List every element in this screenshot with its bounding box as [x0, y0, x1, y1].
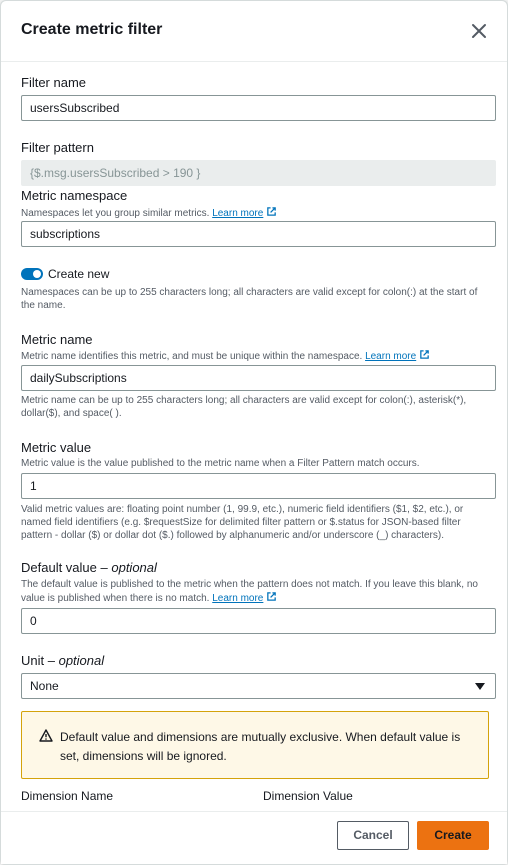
close-button[interactable]	[469, 21, 489, 41]
cancel-button[interactable]: Cancel	[337, 821, 409, 850]
close-icon	[469, 21, 489, 41]
create-button[interactable]: Create	[417, 821, 489, 850]
metric-namespace-label: Metric namespace	[21, 188, 128, 203]
external-link-icon	[419, 349, 430, 360]
modal-title: Create metric filter	[21, 21, 163, 38]
metric-value-constraint: Valid metric values are: floating point number (1, 99.9, etc.), numeric field identifiers ($1, $2, etc.), or named field identifiers (e.g. $requestSize for delimited filter pattern or $.status for JSON-based filter pattern - dollar ($) or dollar dot ($.) followed by alphanumeric and/or underscore (_) characters).	[21, 504, 464, 541]
unit-select[interactable]	[21, 673, 496, 699]
filter-name-label: Filter name	[21, 75, 87, 90]
external-link-icon	[266, 591, 277, 602]
unit-dash: –	[44, 653, 59, 668]
default-value-description	[21, 578, 489, 605]
metric-namespace-constraint: Namespaces can be up to 255 characters long; all characters are valid except for colon(:) at the start of the name.	[21, 287, 478, 311]
warning-alert-text: Default value and dimensions are mutually exclusive. When default value is set, dimensions will be ignored.	[60, 730, 461, 763]
default-value-description-text: The default value is published to the metric when the pattern does not match. If you leave this blank, no value is published when there is no match.	[21, 579, 478, 604]
unit-optional: optional	[58, 653, 105, 668]
create-new-toggle[interactable]	[21, 268, 43, 280]
metric-name-label: Metric name	[21, 332, 93, 347]
metric-namespace-description-text: Namespaces let you group similar metrics.	[21, 208, 210, 219]
metric-name-input[interactable]: dailySubscriptions	[21, 365, 496, 391]
create-new-toggle-label: Create new	[48, 267, 110, 281]
metric-namespace-input[interactable]: subscriptions	[21, 221, 496, 247]
default-value-dash: –	[96, 560, 112, 575]
default-value-input[interactable]: 0	[21, 608, 496, 634]
metric-name-constraint: Metric name can be up to 255 characters long; all characters are valid except for colon(:), asterisk(*), dollar($), and space( ).	[21, 395, 467, 419]
metric-value-label: Metric value	[21, 440, 92, 455]
dimension-name-header: Dimension Name	[21, 789, 114, 803]
metric-namespace-description	[21, 206, 489, 220]
filter-pattern-input: {$.msg.usersSubscribed > 190 }	[21, 160, 496, 186]
modal-header	[1, 1, 507, 62]
default-value-learn-more-link[interactable]: Learn more	[212, 593, 264, 604]
metric-name-learn-more-link[interactable]: Learn more	[365, 351, 417, 362]
unit-label	[21, 653, 104, 668]
caret-down-icon	[475, 683, 485, 690]
unit-label-text: Unit	[21, 653, 45, 668]
metric-value-input[interactable]: 1	[21, 473, 496, 499]
filter-name-input[interactable]: usersSubscribed	[21, 95, 496, 121]
warning-icon	[39, 729, 53, 742]
unit-selected-value: None	[30, 679, 59, 693]
metric-value-description: Metric value is the value published to the metric name when a Filter Pattern match occurs.	[21, 458, 420, 469]
modal-footer	[1, 811, 507, 864]
default-value-label	[21, 560, 157, 575]
dimension-value-header: Dimension Value	[263, 789, 353, 803]
metric-name-description	[21, 349, 489, 363]
metric-name-description-text: Metric name identifies this metric, and must be unique within the namespace.	[21, 351, 363, 362]
filter-pattern-label: Filter pattern	[21, 140, 94, 155]
metric-namespace-learn-more-link[interactable]: Learn more	[212, 208, 264, 219]
warning-alert	[21, 711, 489, 779]
default-value-label-text: Default value	[21, 560, 97, 575]
default-value-optional: optional	[111, 560, 157, 575]
modal-body	[1, 62, 507, 812]
external-link-icon	[266, 206, 277, 217]
